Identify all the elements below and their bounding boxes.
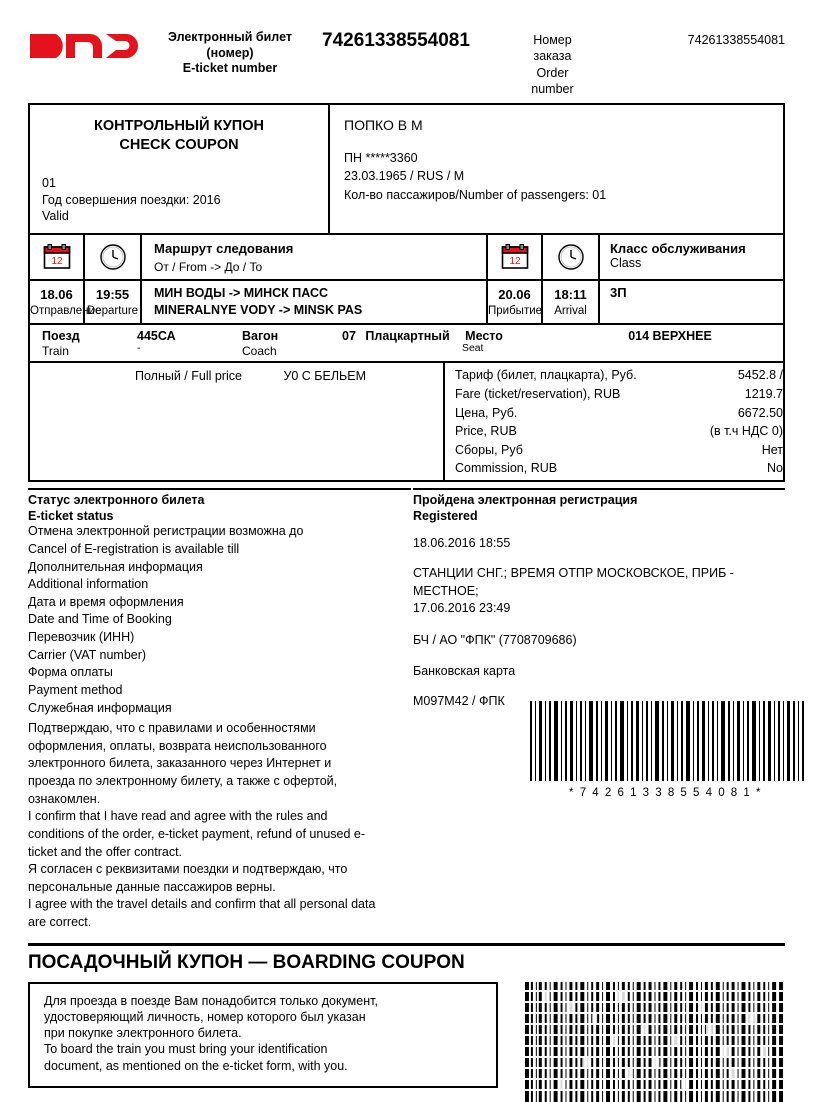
- payment-value: Банковская карта: [413, 664, 516, 679]
- calendar-icon: [30, 235, 85, 279]
- boarding-title: ПОСАДОЧНЫЙ КУПОН — BOARDING COUPON: [28, 951, 465, 973]
- barcode-image: [526, 701, 806, 781]
- boarding-divider: [28, 943, 785, 946]
- seat-label-en: Seat: [462, 342, 484, 354]
- status-divider: [28, 488, 411, 490]
- train-label: [30, 329, 137, 358]
- order-label-2: заказа: [533, 49, 572, 64]
- service-label-ru: Служебная информация: [28, 700, 172, 715]
- status-values: [411, 486, 785, 933]
- route-from-to-ru: МИН ВОДЫ -> МИНСК ПАСС: [154, 286, 329, 301]
- fare-value: 5452.8 /: [737, 368, 783, 383]
- route-names: [142, 281, 488, 323]
- route-values-row: [30, 281, 783, 325]
- confirmation-line: электронного билета, заказанного через Интернет и: [28, 756, 332, 771]
- confirmation-line: Я согласен с реквизитами поездки и подтверждаю, что: [28, 862, 348, 877]
- fare-value: 6672.50: [737, 405, 783, 420]
- fare-label: Сборы, Руб: [455, 442, 523, 457]
- registration-status-ru: Пройдена электронная регистрация: [413, 493, 638, 508]
- status-labels: [28, 486, 411, 933]
- confirmation-line: are correct.: [28, 915, 92, 930]
- passenger-name: ПОПКО В М: [344, 117, 423, 133]
- rzd-logo: [28, 22, 146, 66]
- fare-line: [455, 424, 783, 443]
- svg-text:12: 12: [50, 256, 63, 268]
- additional-info-line2: МЕСТНОЕ;: [413, 583, 479, 598]
- coupon-title-en: CHECK COUPON: [119, 136, 239, 153]
- eticket-label: [146, 22, 314, 77]
- train-label-en: Train: [42, 343, 69, 358]
- ticket-frame: [28, 103, 785, 482]
- cancel-till-value: 18.06.2016 18:55: [413, 536, 511, 551]
- booking-label-ru: Дата и время оформления: [28, 594, 184, 609]
- coupon-valid-ru: Год совершения поездки: 2016: [42, 192, 221, 207]
- confirmation-line: I confirm that I have read and agree with the rules and: [28, 809, 328, 824]
- boarding-line: удостоверяющий личность, номер которого был указан: [44, 1009, 366, 1024]
- order-label-1: Номер: [533, 33, 572, 47]
- train-number-value: 445СА: [137, 328, 176, 343]
- booking-label-en: Date and Time of Booking: [28, 612, 172, 627]
- fare-line: [455, 387, 783, 406]
- boarding-body: [28, 982, 785, 1102]
- fare-left: [30, 363, 445, 480]
- fare-line: [455, 368, 783, 387]
- class-header-ru: Класс обслуживания: [610, 241, 746, 257]
- confirmation-line: conditions of the order, e-ticket payment, refund of unused e-: [28, 826, 366, 841]
- carrier-value: БЧ / АО "ФПК" (7708709686): [413, 632, 577, 647]
- cancel-label-en: Cancel of E-registration is available till: [28, 541, 240, 556]
- payment-label-ru: Форма оплаты: [28, 665, 113, 680]
- fare-value: No: [767, 461, 783, 476]
- check-coupon-block: [30, 105, 330, 233]
- eticket-number: 74261338554081: [322, 30, 470, 51]
- barcode-number: * 7 4 2 6 1 3 3 8 5 5 4 0 8 1 *: [569, 787, 762, 800]
- coach-label-ru: Вагон: [242, 328, 279, 343]
- coach-type: Плацкартный: [365, 328, 450, 343]
- confirmation-line: персональные данные пассажиров верны.: [28, 879, 276, 894]
- coupon-code: 01: [42, 175, 56, 190]
- eticket-label-ru2: (номер): [206, 45, 254, 60]
- confirmation-line: I agree with the travel details and confirm that all personal data: [28, 897, 376, 912]
- fare-right: [445, 363, 783, 480]
- confirmation-text: [28, 718, 411, 933]
- arrival-time: [543, 281, 600, 323]
- departure-label-en: Departure: [86, 305, 139, 318]
- passenger-document: ПН *****3360: [344, 151, 418, 166]
- order-number-value: 74261338554081: [687, 33, 785, 47]
- boarding-line: Для проезда в поезде Вам понадобится только документ,: [44, 993, 378, 1008]
- additional-label-en: Additional information: [28, 577, 149, 592]
- coach-value: [342, 329, 557, 354]
- arrival-date-value: 20.06: [498, 287, 531, 303]
- clock-icon-arrival: [543, 235, 600, 279]
- calendar-icon-arrival: [488, 235, 543, 279]
- additional-info-line1: СТАНЦИИ СНГ.; ВРЕМЯ ОТПР МОСКОВСКОЕ, ПРИБ -: [413, 565, 734, 580]
- carrier-label-en: Carrier (VAT number): [28, 647, 147, 662]
- departure-time: [85, 281, 142, 323]
- boarding-line: document, as mentioned on the e-ticket form, with you.: [44, 1058, 348, 1073]
- class-value: 3П: [610, 285, 627, 301]
- boarding-line: To board the train you must bring your identification: [44, 1042, 328, 1057]
- eticket-label-en: E-ticket number: [182, 61, 278, 76]
- additional-label-ru: Дополнительная информация: [28, 559, 203, 574]
- fare-label: Тариф (билет, плацкарта), Руб.: [455, 368, 637, 383]
- order-label-3: Order: [536, 65, 569, 80]
- fare-line: [455, 406, 783, 425]
- route-from-to-en: MINERALNYE VODY -> MINSK PAS: [154, 303, 363, 318]
- ticket-header: [0, 0, 815, 103]
- arrival-label-ru: Прибытие: [488, 305, 543, 318]
- train-number: [137, 329, 242, 354]
- registration-status-en: Registered: [413, 508, 478, 523]
- status-label-en: E-ticket status: [28, 508, 114, 523]
- coach-number: 07: [342, 328, 356, 343]
- coach-label: [242, 329, 342, 358]
- boarding-instructions: [28, 982, 498, 1088]
- fare-line: [455, 461, 783, 480]
- train-dash: -: [137, 342, 141, 354]
- confirmation-line: проезда по электронному билету, а также с офертой,: [28, 774, 338, 789]
- carrier-label-ru: Перевозчик (ИНН): [28, 630, 135, 645]
- confirmation-line: ознакомлен.: [28, 791, 101, 806]
- coupon-meta: [30, 155, 328, 226]
- service-info-value: М097М42 / ФПК: [413, 694, 505, 709]
- eticket-label-ru: Электронный билет: [168, 30, 292, 44]
- departure-time-value: 19:55: [95, 287, 130, 303]
- fare-value: 1219.7: [744, 386, 783, 401]
- fare-line: [455, 443, 783, 462]
- booking-datetime-value: 17.06.2016 23:49: [413, 601, 511, 616]
- confirmation-line: ticket and the offer contract.: [28, 844, 183, 859]
- passenger-birth: 23.03.1965 / RUS / М: [344, 169, 465, 184]
- fare-label: Цена, Руб.: [455, 405, 518, 420]
- class-header-en: Class: [610, 256, 642, 271]
- coupon-valid-en: Valid: [42, 209, 69, 224]
- payment-label-en: Payment method: [28, 682, 123, 697]
- route-header-row: [30, 235, 783, 281]
- passenger-count: Кол-во пассажиров/Number of passengers: 01: [344, 187, 607, 202]
- departure-label-ru: Отправление: [30, 305, 102, 318]
- fare-label: Price, RUB: [455, 424, 517, 439]
- departure-date: [30, 281, 102, 323]
- route-header: [142, 235, 488, 279]
- status-label-ru: Статус электронного билета: [28, 493, 205, 508]
- coach-label-en: Coach: [242, 343, 277, 358]
- fare-label: Fare (ticket/reservation), RUB: [455, 386, 621, 401]
- fare-row: [30, 363, 783, 480]
- seat-label-ru: Место: [465, 328, 503, 343]
- confirmation-line: Подтверждаю, что с правилами и особенностями: [28, 721, 316, 736]
- departure-date-value: 18.06: [40, 287, 73, 303]
- pdf417-barcode: [523, 982, 785, 1102]
- fare-value: (в т.ч НДС 0): [709, 424, 783, 439]
- arrival-time-value: 18:11: [554, 287, 587, 303]
- route-header-en: От / From -> До / To: [154, 260, 263, 275]
- coupon-passenger-row: [30, 105, 783, 235]
- status-divider-right: [413, 488, 785, 490]
- seat-value: 014 ВЕРХНЕЕ: [628, 328, 712, 343]
- price-type: Полный / Full price: [135, 369, 242, 384]
- fare-label: Commission, RUB: [455, 461, 558, 476]
- status-section: [28, 486, 785, 933]
- train-label-ru: Поезд: [42, 328, 80, 343]
- fare-value: Нет: [761, 442, 783, 457]
- cancel-label-ru: Отмена электронной регистрации возможна до: [28, 524, 304, 539]
- route-header-ru: Маршрут следования: [154, 241, 294, 257]
- train-row: [30, 325, 783, 363]
- coupon-title-ru: КОНТРОЛЬНЫЙ КУПОН: [94, 118, 264, 134]
- svg-text:12: 12: [508, 256, 521, 268]
- confirmation-line: оформления, оплаты, возврата неиспользованного: [28, 738, 327, 753]
- class-header: [600, 235, 783, 279]
- service-code: У0 С БЕЛЬЕМ: [283, 369, 366, 384]
- arrival-label-en: Arrival: [554, 305, 587, 318]
- boarding-line: при покупке электронного билета.: [44, 1026, 242, 1041]
- passenger-block: [330, 105, 783, 233]
- order-number-label: [470, 22, 635, 97]
- barcode-block: [523, 701, 808, 799]
- arrival-date: [488, 281, 543, 323]
- clock-icon: [85, 235, 142, 279]
- order-label-4: number: [531, 81, 574, 96]
